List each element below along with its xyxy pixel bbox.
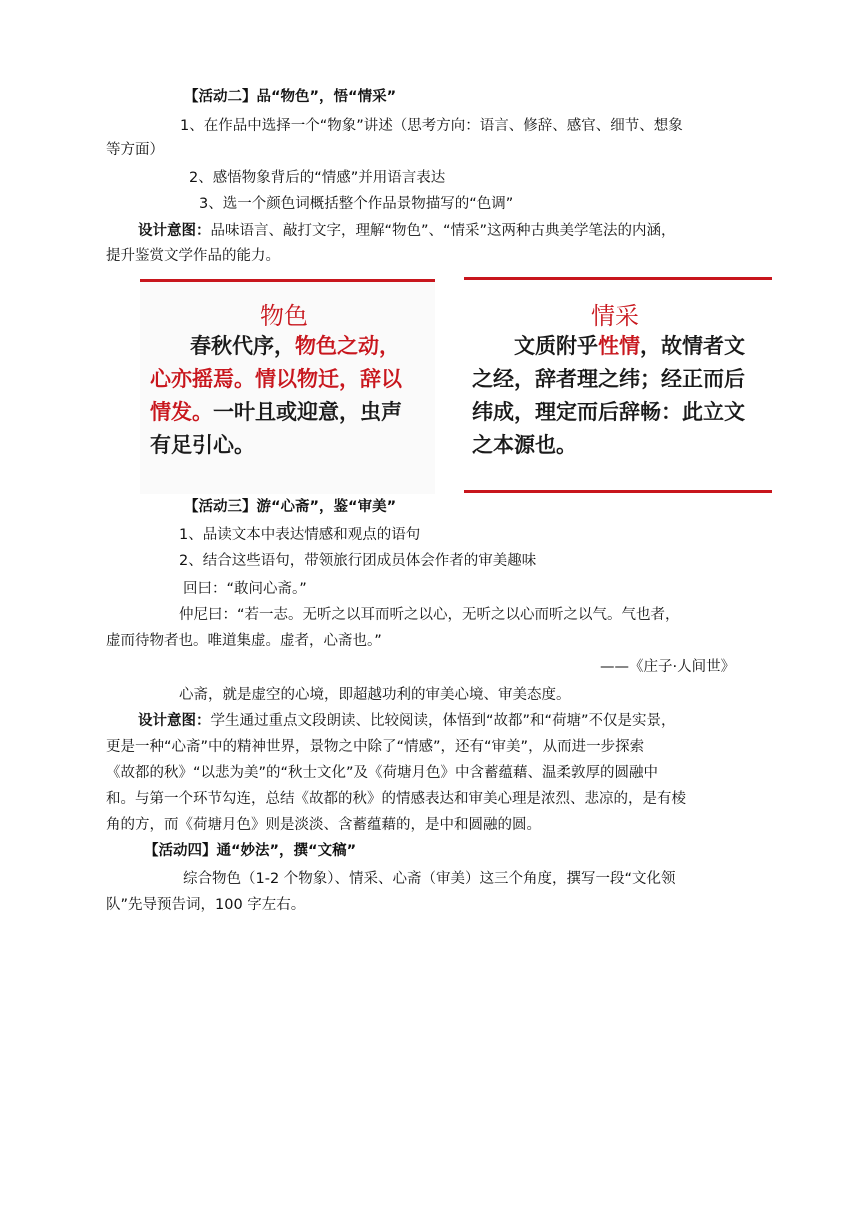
activity2-item3: 3、选一个颜色词概括整个作品景物描写的“色调” — [199, 196, 514, 212]
activity3-intent-2: 更是一种“心斋”中的精神世界，景物之中除了“情感”，还有“审美”，从而进一步探索 — [106, 739, 645, 755]
qingcai-line2: 之经，辞者理之纬；经正而后 — [472, 367, 745, 391]
activity4-heading: 【活动四】通“妙法”，撰“文稿” — [144, 843, 357, 859]
qingcai-line1-a: 文质附乎 — [514, 334, 598, 358]
activity3-quote2-cont: 虚而待物者也。唯道集虚。虚者，心斋也。” — [106, 633, 382, 649]
activity3-intent-3: 《故都的秋》“以悲为美”的“秋士文化”及《荷塘月色》中含蓄蕴藉、温柔敦厚的圆融中 — [106, 765, 659, 781]
activity2-item1-cont: 等方面） — [106, 142, 164, 158]
activity3-item1: 1、品读文本中表达情感和观点的语句 — [179, 527, 421, 543]
qingcai-line1-c: ，故情者文 — [640, 334, 745, 358]
qingcai-line1-b: 性情 — [598, 334, 640, 358]
activity4-body: 综合物色（1-2 个物象）、情采、心斋（审美）这三个角度，撰写一段“文化领 — [183, 871, 676, 887]
wuse-line4: 有足引心。 — [150, 433, 255, 457]
activity3-intent-4: 和。与第一个环节勾连，总结《故都的秋》的情感表达和审美心理是浓烈、悲凉的，是有棱 — [106, 791, 686, 807]
intent-text: 品味语言、敲打文字，理解“物色”、“情采”这两种古典美学笔法的内涵， — [210, 223, 676, 239]
activity3-explain: 心斋，就是虚空的心境，即超越功利的审美心境、审美态度。 — [179, 687, 571, 703]
activity2-intent-cont: 提升鉴赏文学作品的能力。 — [106, 248, 280, 264]
intent-text: 学生通过重点文段朗读、比较阅读，体悟到“故都”和“荷塘”不仅是实景， — [210, 713, 676, 729]
wuse-line3-a: 情发。 — [150, 400, 213, 424]
card-wuse-body — [140, 330, 435, 462]
qingcai-line4: 之本源也。 — [472, 433, 577, 457]
activity3-item2: 2、结合这些语句，带领旅行团成员体会作者的审美趣味 — [179, 553, 537, 569]
activity3-source: ——《庄子·人间世》 — [600, 659, 736, 675]
activity2-heading: 【活动二】品“物色”，悟“情采” — [184, 89, 397, 105]
qingcai-line3: 纬成，理定而后辞畅：此立文 — [472, 400, 745, 424]
intent-label: 设计意图： — [138, 223, 211, 239]
wuse-line3-b: 一叶且或迎意，虫声 — [213, 400, 402, 424]
activity2-item1: 1、在作品中选择一个“物象”讲述（思考方向：语言、修辞、感官、细节、想象 — [180, 118, 683, 134]
activity3-intent — [138, 710, 676, 732]
wuse-line1-a: 春秋代序， — [190, 334, 295, 358]
card-wuse — [140, 279, 435, 494]
activity3-quote2: 仲尼曰：“若一志。无听之以耳而听之以心，无听之以心而听之以气。气也者， — [179, 607, 680, 623]
activity2-intent — [138, 220, 676, 242]
card-qingcai — [464, 277, 772, 493]
activity3-quote1: 回曰：“敢问心斋。” — [183, 581, 307, 597]
card-qingcai-body — [464, 330, 772, 462]
activity4-body-cont: 队”先导预告词，100 字左右。 — [106, 897, 306, 913]
activity3-intent-5: 角的方，而《荷塘月色》则是淡淡、含蓄蕴藉的，是中和圆融的圆。 — [106, 817, 541, 833]
wuse-line2: 心亦摇焉。情以物迁，辞以 — [150, 367, 402, 391]
activity3-heading: 【活动三】游“心斋”，鉴“审美” — [184, 499, 397, 515]
card-wuse-title: 物色 — [260, 302, 308, 330]
activity2-item2: 2、感悟物象背后的“情感”并用语言表达 — [189, 170, 446, 186]
wuse-line1-b: 物色之动， — [295, 334, 400, 358]
card-qingcai-title: 情采 — [591, 302, 639, 330]
intent-label: 设计意图： — [138, 713, 211, 729]
